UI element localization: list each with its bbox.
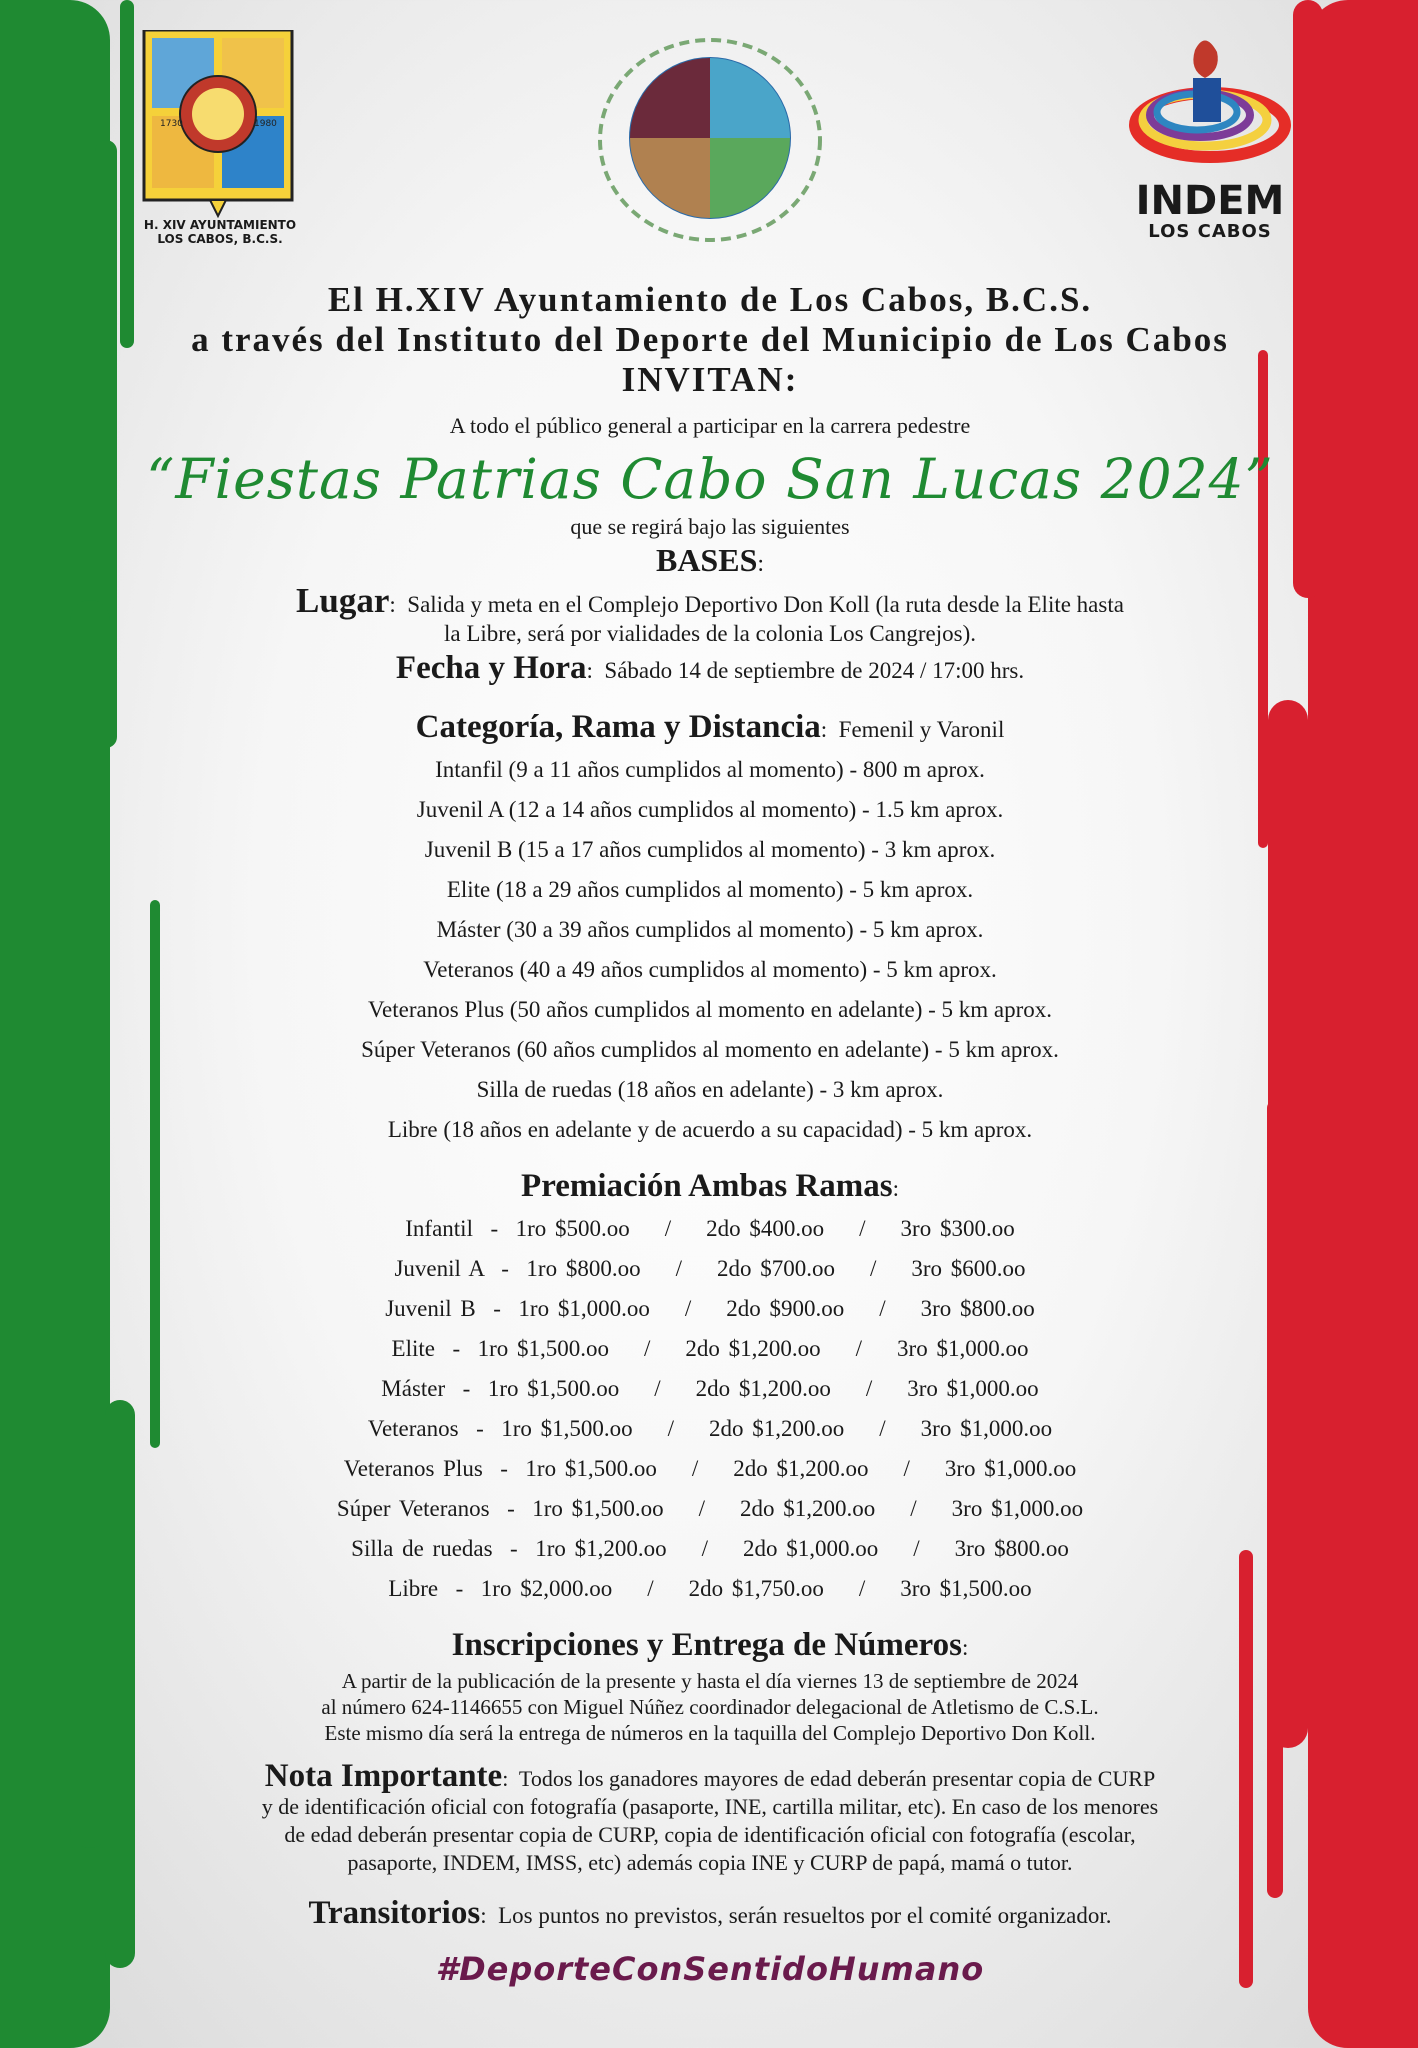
header-block — [140, 280, 1280, 400]
svg-text:1730: 1730 — [160, 119, 183, 129]
category-item: Veteranos Plus (50 años cumplidos al momento en adelante) - 5 km aprox. — [367, 997, 1053, 1022]
header-line-2: a través del Instituto del Deporte del Municipio de Los Cabos — [191, 320, 1229, 359]
nota-section: Nota Importante: Todos los ganadores mayores de edad deberán presentar copia de CURP y de identificación oficial con fotografía (pasaporte, INE, cartilla militar, etc). En caso de los menores de edad deberán presentar copia de CURP, copia de identificación oficial con fotografía (escolar, pasaporte, INDEM, IMSS, etc) además copia INE y CURP de papá, mamá o tutor. — [140, 1762, 1280, 1877]
prize-item: Juvenil B - 1ro $1,000.oo / 2do $900.oo / 3ro $800.oo — [385, 1296, 1035, 1321]
inscripciones-section: Inscripciones y Entrega de Números: A partir de la publicación de la presente y hasta el día viernes 13 de septiembre de 2024 al número 624-1146655 con Miguel Núñez coordinador delegacional de Atletismo de C.S.L. Este mismo día será la entrega de números en la taquilla del Complejo Deportivo Don Koll. — [140, 1625, 1280, 1746]
category-item: Veteranos (40 a 49 años cumplidos al momento) - 5 km aprox. — [423, 957, 997, 982]
category-item: Juvenil B (15 a 17 años cumplidos al momento) - 3 km aprox. — [424, 837, 996, 862]
fecha-value: Sábado 14 de septiembre de 2024 / 17:00 hrs. — [604, 658, 1025, 683]
prize-item: Silla de ruedas - 1ro $1,200.oo / 2do $1,000.oo / 3ro $800.oo — [351, 1536, 1069, 1561]
indem-logo — [1125, 30, 1295, 260]
indem-brand-text: INDEM — [1135, 178, 1285, 224]
prize-item: Veteranos Plus - 1ro $1,500.oo / 2do $1,200.oo / 3ro $1,000.oo — [343, 1456, 1077, 1481]
inscripciones-line-3: Este mismo día será la entrega de números en la taquilla del Complejo Deportivo Don Koll. — [324, 1721, 1096, 1745]
transitorios-value: Los puntos no previstos, serán resueltos por el comité organizador. — [498, 1903, 1112, 1928]
transitorios-section: Transitorios: Los puntos no previstos, serán resueltos por el comité organizador. — [308, 1895, 1112, 1931]
category-item: Silla de ruedas (18 años en adelante) - 3 km aprox. — [476, 1077, 944, 1102]
lugar-line-1: Salida y meta en el Complejo Deportivo Don Koll (la ruta desde la Elite hasta — [407, 592, 1124, 617]
nota-line-2: y de identificación oficial con fotografía (pasaporte, INE, cartilla militar, etc). En caso de los menores — [261, 1794, 1159, 1819]
category-item: Juvenil A (12 a 14 años cumplidos al momento) - 1.5 km aprox. — [416, 797, 1004, 822]
category-item: Súper Veteranos (60 años cumplidos al momento en adelante) - 5 km aprox. — [361, 1037, 1059, 1062]
prize-item: Libre - 1ro $2,000.oo / 2do $1,750.oo / 3ro $1,500.oo — [388, 1576, 1032, 1601]
lugar-section: Lugar: Salida y meta en el Complejo Deportivo Don Koll (la ruta desde la Elite hasta la Libre, será por vialidades de la colonia Los Cangrejos). — [140, 586, 1280, 648]
prize-item: Máster - 1ro $1,500.oo / 2do $1,200.oo / 3ro $1,000.oo — [381, 1376, 1039, 1401]
nota-line-3: de edad deberán presentar copia de CURP, copia de identificación oficial con fotografía (escolar, — [284, 1822, 1136, 1847]
category-item: Máster (30 a 39 años cumplidos al momento) - 5 km aprox. — [436, 917, 984, 942]
prize-item: Elite - 1ro $1,500.oo / 2do $1,200.oo / 3ro $1,000.oo — [391, 1336, 1029, 1361]
inscripciones-label: Inscripciones y Entrega de Números — [451, 1627, 962, 1663]
invitation-content — [140, 280, 1280, 1988]
prize-item: Juvenil A - 1ro $800.oo / 2do $700.oo / 3ro $600.oo — [394, 1256, 1026, 1281]
header-line-1: El H.XIV Ayuntamiento de Los Cabos, B.C.S. — [327, 280, 1093, 319]
left-logo-caption-1: H. XIV AYUNTAMIENTO — [143, 218, 297, 232]
prize-item: Infantil - 1ro $500.oo / 2do $400.oo / 3ro $300.oo — [405, 1216, 1015, 1241]
inscripciones-line-1: A partir de la publicación de la presente y hasta el día viernes 13 de septiembre de 2024 — [341, 1669, 1079, 1693]
nota-label: Nota Importante — [264, 1758, 503, 1794]
fecha-section: Fecha y Hora: Sábado 14 de septiembre de 2024 / 17:00 hrs. — [395, 650, 1025, 686]
premiacion-section: Premiación Ambas Ramas: Infantil - 1ro $500.oo / 2do $400.oo / 3ro $300.oo Juvenil A - 1ro $800.oo / 2do $700.oo / 3ro $600.oo Juvenil B - 1ro $1,000.oo / 2do $900.oo / 3ro $800.oo Elite - 1ro $1,500.oo / 2do $1,200.oo / 3ro $1,000.oo Máster - 1ro $1,500.oo / 2do $1,200.oo / 3ro $1,000.oo Veteranos - 1ro $1,500.oo / 2do $1,200.oo / 3ro $1,000.oo Veteranos Plus - 1ro $1,500.oo / 2do $1,200.oo / 3ro $1,000.oo Súper Veteranos - 1ro $1,500.oo / 2do $1,200.oo / 3ro $1,000.oo Silla de ruedas - 1ro $1,200.oo / 2do $1,000.oo / 3ro $800.oo Libre - 1ro $2,000.oo / 2do $1,750.oo / 3ro $1,500.oo — [140, 1166, 1280, 1609]
hashtag: #DeporteConSentidoHumano — [435, 1950, 985, 1988]
intro-text: A todo el público general a participar en la carrera pedestre — [449, 413, 971, 438]
categorias-label: Categoría, Rama y Distancia — [415, 709, 821, 745]
left-logo-caption-2: LOS CABOS, B.C.S. — [157, 232, 283, 246]
premiacion-label: Premiación Ambas Ramas — [521, 1168, 893, 1204]
lugar-line-2: la Libre, será por vialidades de la colonia Los Cangrejos). — [443, 621, 976, 646]
category-item: Intanfil (9 a 11 años cumplidos al momento) - 800 m aprox. — [435, 757, 985, 782]
category-item: Libre (18 años en adelante y de acuerdo a su capacidad) - 5 km aprox. — [387, 1117, 1033, 1142]
municipal-coat-of-arms-logo — [140, 30, 300, 255]
lugar-label: Lugar — [296, 581, 390, 620]
bases-heading: BASES: — [655, 542, 765, 578]
inscripciones-line-2: al número 624-1146655 con Miguel Núñez coordinador delegacional de Atletismo de C.S.L. — [321, 1695, 1099, 1719]
nota-line-1: Todos los ganadores mayores de edad deberán presentar copia de CURP — [518, 1766, 1156, 1791]
categorias-section: Categoría, Rama y Distancia: Femenil y Varonil Intanfil (9 a 11 años cumplidos al momento) - 800 m aprox. Juvenil A (12 a 14 años cumplidos al momento) - 1.5 km aprox. Juvenil B (15 a 17 años cumplidos al momento) - 3 km aprox. Elite (18 a 29 años cumplidos al momento) - 5 km aprox. Máster (30 a 39 años cumplidos al momento) - 5 km aprox. Veteranos (40 a 49 años cumplidos al momento) - 5 km aprox. Veteranos Plus (50 años cumplidos al momento en adelante) - 5 km aprox. Súper Veteranos (60 años cumplidos al momento en adelante) - 5 km aprox. Silla de ruedas (18 años en adelante) - 3 km aprox. Libre (18 años en adelante y de acuerdo a su capacidad) - 5 km aprox. — [140, 707, 1280, 1150]
regira-text: que se regirá bajo las siguientes — [570, 514, 850, 539]
fecha-label: Fecha y Hora — [395, 650, 587, 686]
categorias-rama: Femenil y Varonil — [838, 717, 1005, 742]
svg-text:1980: 1980 — [254, 119, 277, 129]
prize-item: Súper Veteranos - 1ro $1,500.oo / 2do $1,200.oo / 3ro $1,000.oo — [336, 1496, 1084, 1521]
event-title: “Fiestas Patrias Cabo San Lucas 2024” — [146, 447, 1274, 511]
transitorios-label: Transitorios — [308, 1895, 481, 1931]
prize-item: Veteranos - 1ro $1,500.oo / 2do $1,200.oo / 3ro $1,000.oo — [367, 1416, 1053, 1441]
nota-line-4: pasaporte, INDEM, IMSS, etc) además copia INE y CURP de papá, mamá o tutor. — [347, 1850, 1073, 1875]
indem-sub-text: LOS CABOS — [1148, 221, 1272, 242]
category-item: Elite (18 a 29 años cumplidos al momento) - 5 km aprox. — [446, 877, 974, 902]
header-invitan: INVITAN: — [621, 360, 799, 399]
ayuntamiento-seal-logo — [580, 30, 840, 245]
